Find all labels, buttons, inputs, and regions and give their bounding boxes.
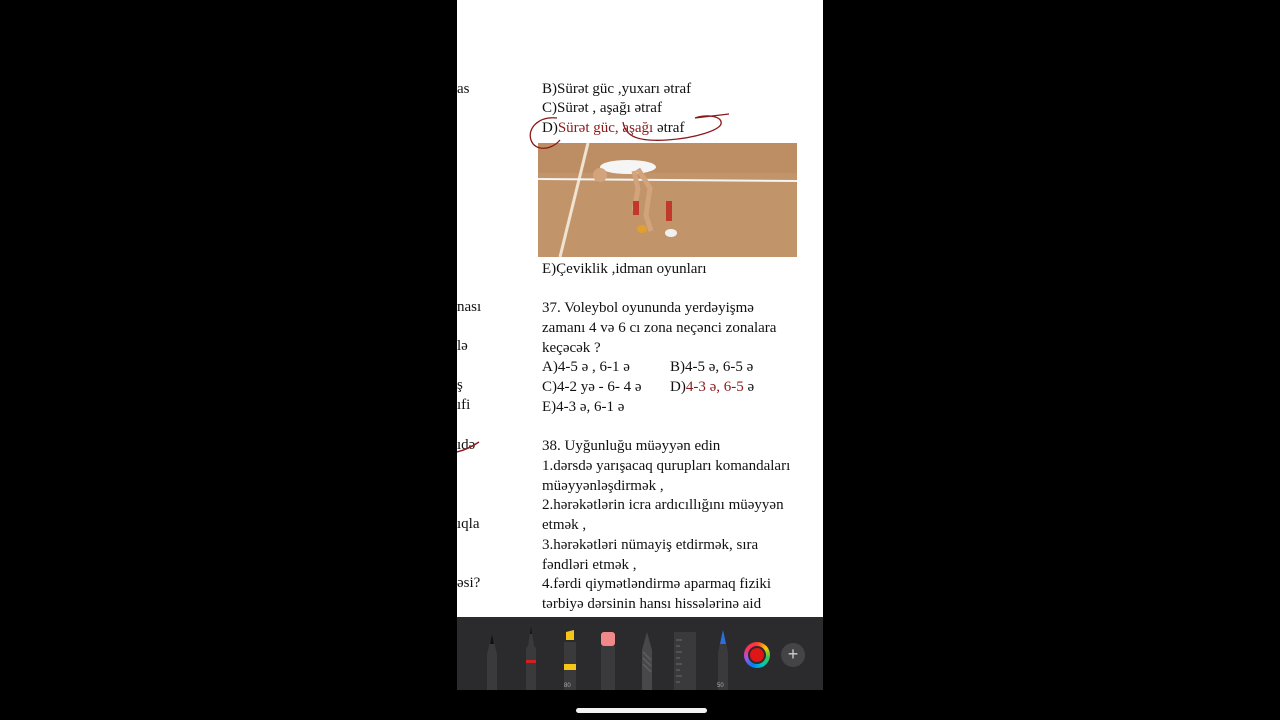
q38-text-line: 4.fərdi qiymətləndirmə aparmaq fiziki bbox=[542, 576, 772, 592]
option-suffix: ə bbox=[743, 379, 755, 395]
q38-text-line: 3.hərəkətləri nümayiş etdirmək, sıra bbox=[542, 537, 759, 553]
q37-option-c: C)4-2 yə - 6- 4 ə bbox=[542, 379, 642, 395]
answer-highlight: , aşağı bbox=[614, 120, 654, 136]
q36-option-e: E)Çeviklik ,idman oyunları bbox=[542, 261, 707, 277]
q37-option-a: A)4-5 ə , 6-1 ə bbox=[542, 359, 630, 375]
answer-highlight: Sürət güc bbox=[557, 120, 615, 136]
margin-struck-word: ıdə bbox=[457, 437, 476, 453]
highlighter-size-label: 80 bbox=[564, 683, 571, 689]
q37-option-b: B)4-5 ə, 6-5 ə bbox=[670, 359, 754, 375]
pen-tool[interactable] bbox=[485, 632, 499, 690]
q38-text-line: 1.dərsdə yarışacaq qurupları komandaları bbox=[542, 458, 791, 474]
q38-text-line: müəyyənləşdirmək , bbox=[542, 478, 664, 494]
home-indicator[interactable] bbox=[576, 708, 707, 713]
margin-fragment: ş bbox=[457, 377, 463, 393]
markup-toolbar bbox=[457, 617, 823, 690]
margin-fragment: lə bbox=[457, 338, 468, 354]
q37-text-line: zamanı 4 və 6 cı zona neçənci zonalara bbox=[542, 320, 777, 336]
answer-highlight: 4-3 ə, 6-5 bbox=[685, 379, 744, 395]
color-picker-button[interactable] bbox=[744, 642, 770, 668]
q38-text-line: fəndləri etmək , bbox=[542, 557, 637, 573]
q37-text-line: 37. Voleybol oyununda yerdəyişmə bbox=[542, 300, 754, 316]
q38-text-line: etmək , bbox=[542, 517, 587, 533]
q36-option-b: B)Sürət güc ,yuxarı ətraf bbox=[542, 81, 692, 97]
margin-fragment: əsi? bbox=[457, 575, 481, 591]
option-suffix: ətraf bbox=[653, 120, 685, 136]
margin-fragment: nası bbox=[457, 299, 482, 315]
selected-color-swatch bbox=[750, 648, 764, 662]
margin-fragment: ıqla bbox=[457, 516, 480, 532]
q37-option-e: E)4-3 ə, 6-1 ə bbox=[542, 399, 625, 415]
marker-tool[interactable] bbox=[524, 626, 538, 690]
ruler-tool[interactable] bbox=[672, 632, 698, 690]
option-letter: D) bbox=[670, 379, 686, 395]
ink-annotations bbox=[457, 0, 823, 617]
q37-text-line: keçəcək ? bbox=[542, 340, 601, 356]
q38-text-line: 2.hərəkətlərin icra ardıcıllığını müəyyən bbox=[542, 497, 784, 513]
eraser-tool[interactable] bbox=[600, 632, 616, 690]
ink-strike-margin bbox=[457, 442, 479, 452]
document-page[interactable] bbox=[457, 0, 823, 617]
q38-text-line: 38. Uyğunluğu müəyyən edin bbox=[542, 438, 721, 454]
option-letter: D) bbox=[542, 120, 558, 136]
margin-fragment: ıfi bbox=[457, 397, 471, 413]
ink-circle-answer bbox=[530, 118, 560, 148]
margin-fragment: as bbox=[457, 81, 470, 97]
phone-screen bbox=[457, 0, 823, 720]
crayon-tool[interactable] bbox=[716, 630, 730, 690]
ink-underline-answer bbox=[623, 114, 729, 140]
add-tool-button[interactable]: + bbox=[781, 643, 805, 667]
q38-text-line: tərbiyə dərsinin hansı hissələrinə aid bbox=[542, 596, 762, 612]
pencil-tool[interactable] bbox=[640, 632, 654, 690]
q36-option-c: C)Sürət , aşağı ətraf bbox=[542, 100, 662, 116]
pen-size-label: 50 bbox=[717, 683, 724, 689]
highlighter-tool[interactable] bbox=[562, 630, 578, 690]
